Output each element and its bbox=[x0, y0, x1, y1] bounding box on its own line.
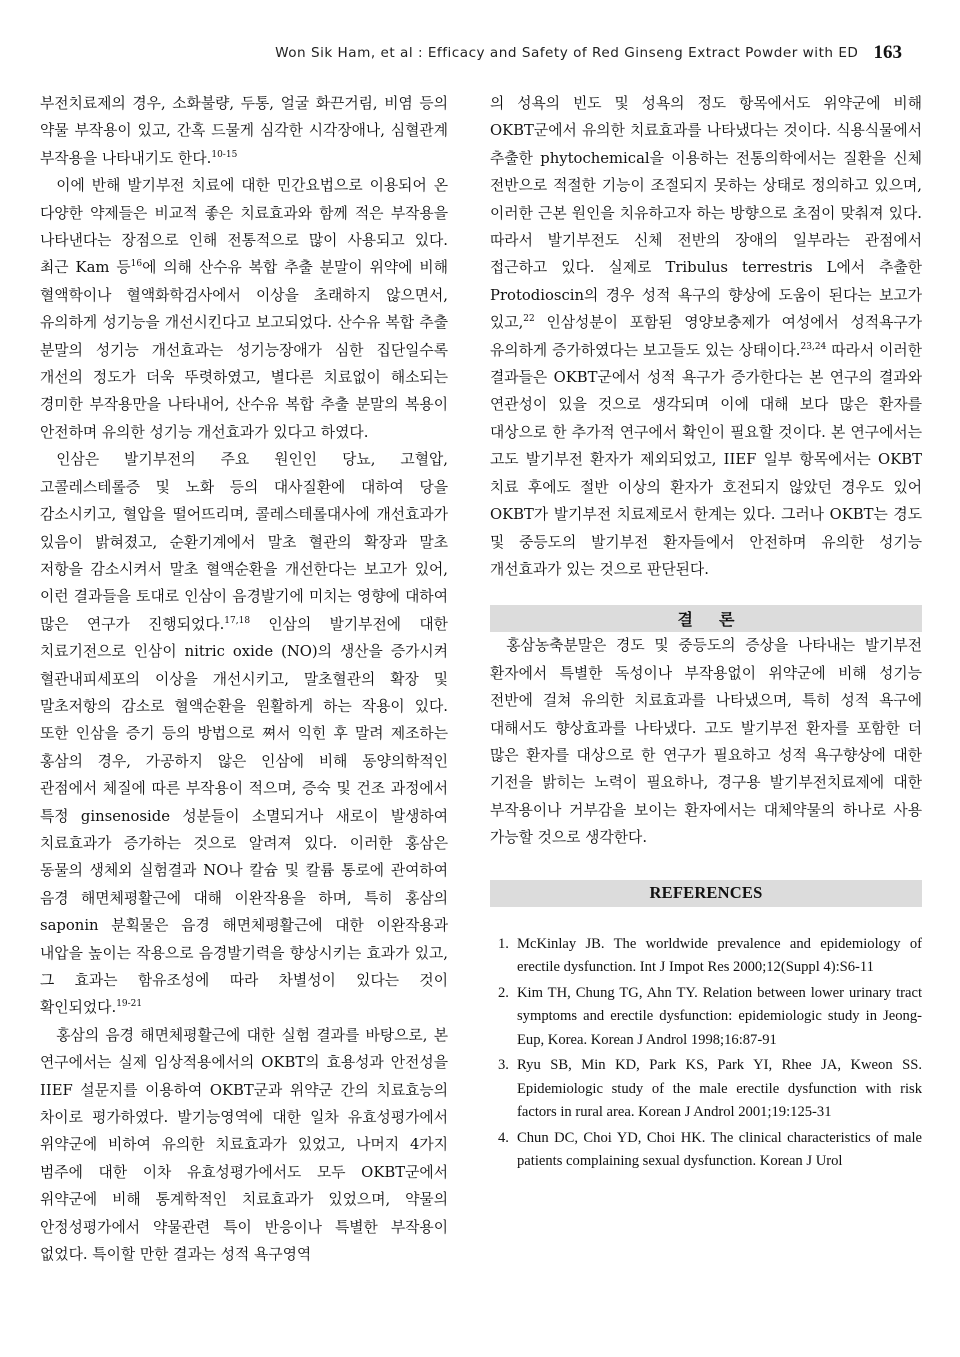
running-title: Won Sik Ham, et al : Efficacy and Safety of Red Ginseng Extract Powder with ED bbox=[275, 45, 859, 61]
running-header bbox=[40, 42, 902, 72]
left-column bbox=[40, 90, 448, 1268]
conclusion-paragraph: 홍삼농축분말은 경도 및 중등도의 증상을 나타내는 발기부전 환자에서 특별한 독성이나 부작용없이 위약군에 비해 성기능 전반에 걸쳐 유의한 치료효과를 나타냈으며, 특히 성적 욕구에 대해서도 향상효과를 나타냈다. 고도 발기부전 환자를 포함한 더 많은 환자를 대상으로 한 연구가 필요하고 성적 욕구향상에 대한 기전을 밝히는 노력이 필요하나, 경구용 발기부전치료제에 대한 부작용이나 거부감을 보이는 환자에서는 대체약물의 하나로 사용 가능할 것으로 생각한다. bbox=[490, 637, 922, 847]
paragraph: 인삼은 발기부전의 주요 원인인 당뇨, 고혈압, 고콜레스테롤증 및 노화 등의 대사질환에 대하여 당을 감소시키고, 혈압을 떨어뜨리며, 콜레스테롤대사에 개선효과가 있음이 밝혀졌고, 순환기계에서 말초 혈관의 확장과 말초 저항을 감소시켜서 말초 혈액순환을 개선한다는 보고가 있어, 이런 결과들을 토대로 인삼이 음경발기에 미치는 영향에 대하여 많은 연구가 진행되었다.$^{17,18}$ 인삼의 발기부전에 대한 치료기전으로 인삼이 nitric oxide (NO)의 생산을 증가시켜 혈관내피세포의 이상을 개선시키고, 말초혈관의 확장 및 말초저항의 감소로 혈액순환을 원활하게 하는 작용이 있다. 또한 인삼을 증기 등의 방법으로 쪄서 익힌 후 말려 제조하는 홍삼의 경우, 가공하지 않은 인삼에 비해 동양의학적인 관점에서 체질에 따른 부작용이 적으며, 증숙 및 건조 과정에서 특정 ginsenoside 성분들이 소멸되거나 새로이 발생하여 치료효과가 증가하는 것으로 알려져 있다. 이러한 홍삼은 동물의 생체외 실험결과 NO나 칼슘 및 칼륨 통로에 관여하여 음경 해면체평활근에 대해 이완작용을 하며, 특히 홍삼의 saponin 분획물은 음경 해면체평활근에 대한 이완작용과 내압을 높이는 작용으로 음경발기력을 향상시키는 효과가 있고, 그 효과는 함유조성에 따라 차별성이 있다는 것이 확인되었다.$^{19-21}$ bbox=[40, 451, 448, 1017]
references-heading: REFERENCES bbox=[490, 880, 922, 907]
reference-item: 4. Chun DC, Choi YD, Choi HK. The clinical characteristics of male patients complaining sexual dysfunction. Korean J Urol bbox=[498, 1129, 922, 1170]
reference-item: 2. Kim TH, Chung TG, Ahn TY. Relation between lower urinary tract symptoms and erectile dysfunction: epidemiologic study in Jeong-Eup, Korea. Korean J Androl 1998;16:87-91 bbox=[498, 984, 922, 1048]
citation: 10-15 bbox=[211, 149, 238, 160]
reference-item: 3. Ryu SB, Min KD, Park KS, Park YI, Rhee JA, Kweon SS. Epidemiologic study of the male erectile dysfunction with risk factors in rural area. Korean J Androl 2001;19:125-31 bbox=[498, 1057, 922, 1121]
citation: 16 bbox=[130, 259, 143, 270]
page-number: 163 bbox=[873, 42, 902, 63]
paragraph: 부전치료제의 경우, 소화불량, 두통, 얼굴 화끈거림, 비염 등의 약물 부작용이 있고, 간혹 드물게 심각한 시각장애나, 심혈관계 부작용을 나타내기도 한다.$^{10-15}$ bbox=[40, 95, 448, 167]
citation: 17,18 bbox=[224, 615, 251, 626]
citation: 19-21 bbox=[116, 999, 143, 1010]
citation: 23,24 bbox=[800, 341, 827, 352]
conclusion-heading: 결론 bbox=[490, 605, 922, 632]
citation: 22 bbox=[523, 314, 535, 325]
reference-list bbox=[490, 933, 922, 1174]
paragraph: 이에 반해 발기부전 치료에 대한 민간요법으로 이용되어 온 다양한 약제들은 비교적 좋은 치료효과와 함께 적은 부작용을 나타낸다는 장점으로 인해 전통적으로 많이 사용되고 있다. 최근 Kam 등$^{16}$에 의해 산수유 복합 추출 분말이 위약에 비해 혈액학이나 혈액화학검사에서 이상을 초래하지 않으면서, 유의하게 성기능을 개선시킨다고 보고되었다. 산수유 복합 추출 분말의 성기능 개선효과는 성기능장애가 심한 집단일수록 개선의 정도가 더욱 뚜렷하였고, 별다른 치료없이 해소되는 경미한 부작용만을 나타내어, 산수유 복합 추출 분말의 복용이 안전하며 유의한 성기능 개선효과가 있다고 하였다. bbox=[40, 177, 448, 441]
reference-item: 1. McKinlay JB. The worldwide prevalence and epidemiology of erectile dysfunction. Int J Impot Res 2000;12(Suppl 4):S6-11 bbox=[498, 935, 922, 976]
paragraph: 의 성욕의 빈도 및 성욕의 정도 항목에서도 위약군에 비해 OKBT군에서 유의한 치료효과를 나타냈다는 것이다. 식용식물에서 추출한 phytochemical을 이용하는 전통의학에서는 질환을 신체 전반으로 적절한 기능이 조절되지 못하는 상태로 정의하고 있으며, 이러한 근본 원인을 치유하고자 하는 방향으로 초점이 맞춰져 있다. 따라서 발기부전도 신체 전반의 장애의 일부라는 관점에서 접근하고 있다. 실제로 Tribulus terrestris L에서 추출한 Protodioscin의 경우 성적 욕구의 향상에 도움이 된다는 보고가 있고,$^{22}$ 인삼성분이 포함된 영양보충제가 여성에서 성적욕구가 유의하게 증가하였다는 보고들도 있는 상태이다.$^{23,24}$ 따라서 이러한 결과들은 OKBT군에서 성적 욕구가 증가한다는 본 연구의 결과와 연관성이 있을 것으로 생각되며 이에 대해 보다 많은 환자를 대상으로 한 추가적 연구에서 확인이 필요할 것이다. 본 연구에서는 고도 발기부전 환자가 제외되었고, IIEF 일부 항목에서는 OKBT 치료 후에도 절반 이상의 환자가 호전되지 않았던 경우도 있어 OKBT가 발기부전 치료제로서 한계는 있다. 그러나 OKBT는 경도 및 중등도의 발기부전 환자들에서 안전하며 유의한 성기능 개선효과가 있는 것으로 판단된다. bbox=[490, 95, 922, 578]
right-column bbox=[490, 90, 922, 1176]
paragraph: 홍삼의 음경 해면체평활근에 대한 실험 결과를 바탕으로, 본 연구에서는 실제 임상적용에서의 OKBT의 효용성과 안전성을 IIEF 설문지를 이용하여 OKBT군과 위약군 간의 치료효능의 차이로 평가하였다. 발기능영역에 대한 일차 유효성평가에서 위약군에 비하여 유의한 치료효과가 있었고, 나머지 4가지 범주에 대한 이차 유효성평가에서도 모두 OKBT군에서 위약군에 비해 통계학적인 치료효과가 있었으며, 약물의 안정성평가에서 약물관련 특이 반응이나 특별한 부작용이 없었다. 특이할 만한 결과는 성적 욕구영역 bbox=[40, 1026, 448, 1264]
